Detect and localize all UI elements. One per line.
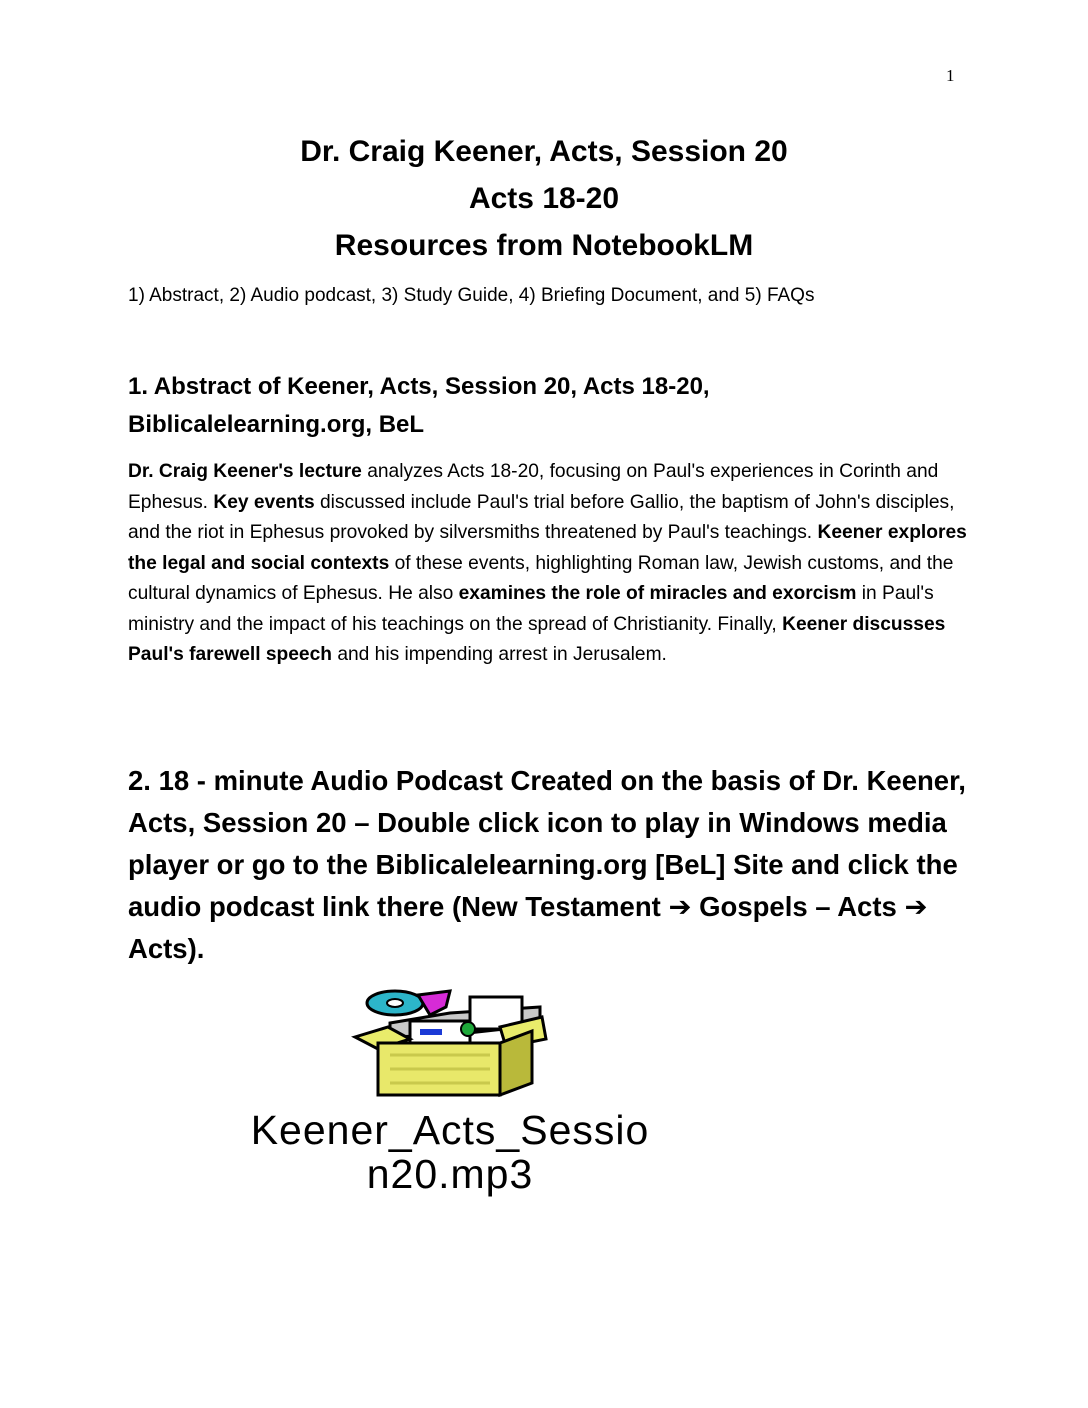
abstract-text-5: and his impending arrest in Jerusalem. (332, 644, 667, 665)
section-1-heading-line-2: Biblicalelearning.org, BeL (128, 411, 425, 438)
package-icon[interactable] (350, 985, 550, 1100)
section-1-heading-line-1: 1. Abstract of Keener, Acts, Session 20, Acts 18-20, (128, 373, 710, 400)
abstract-text-2: discussed include Paul's trial before Gallio, the baptism of John's disciples, and the riot in Ephesus provoked by silversmiths threatened by Paul's teachings. (128, 491, 955, 543)
abstract-bold-5: Keener discusses Paul's farewell speech (128, 613, 946, 665)
section-2-text-1: 2. 18 - minute Audio Podcast Created on the basis of Dr. Keener, Acts, Session 20 – Double click icon to play in Windows media player or go to the Biblicalelearning.org [BeL] Site and click the audio podcast link there (New Testament (128, 765, 966, 922)
abstract-bold-2: Key events (213, 491, 315, 513)
right-arrow-icon: ➔ (668, 891, 692, 922)
title-line-1: Dr. Craig Keener, Acts, Session 20 (300, 135, 788, 168)
right-arrow-icon: ➔ (904, 891, 928, 922)
section-2-heading (128, 760, 988, 970)
filename-line-1: Keener_Acts_Sessio (250, 1107, 650, 1153)
abstract-bold-3: Keener explores the legal and social contexts (128, 522, 967, 574)
document-title (0, 128, 1088, 269)
contents-list: 1) Abstract, 2) Audio podcast, 3) Study Guide, 4) Briefing Document, and 5) FAQs (128, 285, 815, 306)
abstract-bold-1: Dr. Craig Keener's lecture (128, 461, 362, 482)
page-number: 1 (946, 66, 955, 85)
title-line-3: Resources from NotebookLM (334, 229, 754, 262)
abstract-paragraph (128, 457, 978, 671)
section-1-heading (128, 368, 968, 444)
abstract-text-4: in Paul's ministry and the impact of his teachings on the spread of Christianity. Finally, (128, 583, 934, 635)
abstract-bold-4: examines the role of miracles and exorcism (458, 583, 857, 604)
section-2-text-3: Acts). (128, 933, 205, 964)
title-line-2: Acts 18-20 (468, 182, 620, 215)
attachment-filename[interactable] (140, 1108, 760, 1196)
section-2-text-2: Gospels – Acts (691, 891, 905, 922)
abstract-text-1: analyzes Acts 18-20, focusing on Paul's experiences in Corinth and Ephesus. (128, 461, 939, 513)
abstract-text-3: of these events, highlighting Roman law, Jewish customs, and the cultural dynamics of Ephesus. He also (128, 552, 954, 604)
filename-line-2: n20.mp3 (366, 1151, 534, 1197)
